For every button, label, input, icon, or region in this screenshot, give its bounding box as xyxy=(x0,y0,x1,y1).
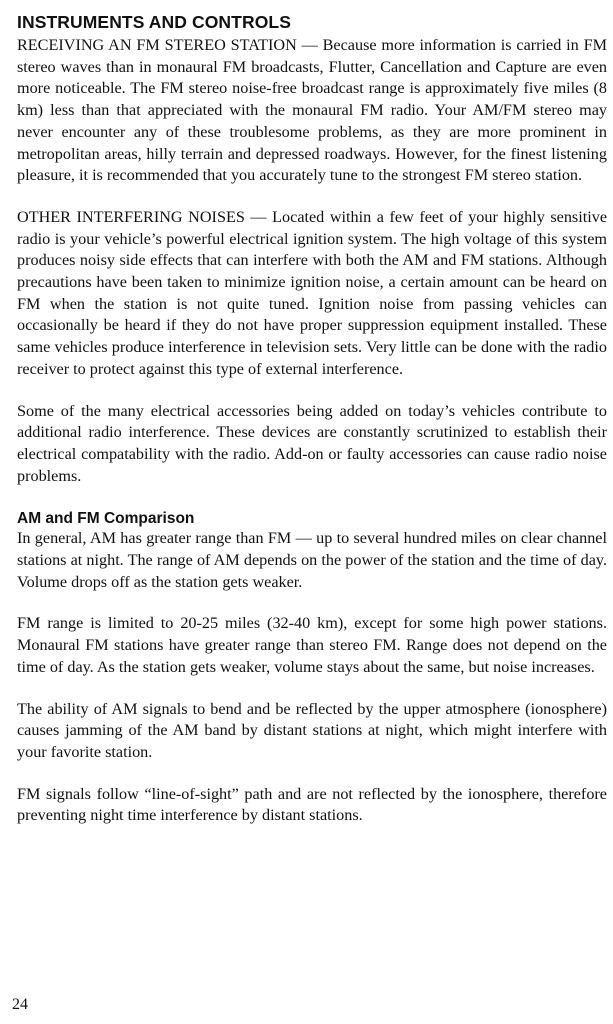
page-number: 24 xyxy=(12,996,28,1013)
paragraph-fm-range: FM range is limited to 20-25 miles (32-40 km), except for some high power stations. Monaural FM stations have greater range than stereo FM. Range does not depend on the time of day. As the station gets weaker, volume stays about the same, but noise increases. xyxy=(17,614,607,676)
paragraph-spacer xyxy=(17,381,607,401)
paragraph-electrical-accessories: Some of the many electrical accessories being added on today’s vehicles contribute to additional radio interference. These devices are constantly scrutinized to establish their electrical compatability with the radio. Add-on or faulty accessories can cause radio noise problems. xyxy=(17,401,607,485)
subheading-am-fm-comparison: AM and FM Comparison xyxy=(17,510,195,528)
manual-page xyxy=(17,12,607,827)
section-title: INSTRUMENTS AND CONTROLS xyxy=(17,12,291,32)
paragraph-am-ionosphere: The ability of AM signals to bend and be reflected by the upper atmosphere (ionosphere) causes jamming of the AM band by distant stations at night, which might interfere with your favorite station. xyxy=(17,699,607,761)
paragraph-spacer xyxy=(17,679,607,699)
paragraph-fm-stereo-reception: RECEIVING AN FM STEREO STATION — Because more information is carried in FM stereo waves than in monaural FM broadcasts, Flutter, Cancellation and Capture are even more noticeable. The FM stereo noise-free broadcast range is approximately five miles (8 km) less than that appreciated with the monaural FM radio. Your AM/FM stereo may never encounter any of these troublesome problems, as they are more prominent in metropolitan areas, hilly terrain and depressed roadways. However, for the finest listening pleasure, it is recommended that you accurately tune to the strongest FM stereo station. xyxy=(17,36,607,185)
paragraph-spacer xyxy=(17,187,607,207)
paragraph-spacer xyxy=(17,487,607,509)
paragraph-fm-line-of-sight: FM signals follow “line-of-sight” path and are not reflected by the ionosphere, therefore preventing night time interference by distant stations. xyxy=(17,784,607,825)
paragraph-am-range: In general, AM has greater range than FM — up to several hundred miles on clear channel stations at night. The range of AM depends on the power of the station and the time of day. Volume drops off as the station gets weaker. xyxy=(17,529,607,591)
paragraph-spacer xyxy=(17,764,607,784)
paragraph-interfering-noises: OTHER INTERFERING NOISES — Located within a few feet of your highly sensitive radio is your vehicle’s powerful electrical ignition system. The high voltage of this system produces noisy side effects that can interfere with both the AM and FM stations. Although precautions have been taken to minimize ignition noise, a certain amount can be heard on FM when the station is not quite tuned. Ignition noise from passing vehicles can occasionally be heard if they do not have proper suppression equipment installed. These same vehicles produce interference in television sets. Very little can be done with the radio receiver to protect against this type of external interference. xyxy=(17,207,607,378)
paragraph-spacer xyxy=(17,593,607,613)
